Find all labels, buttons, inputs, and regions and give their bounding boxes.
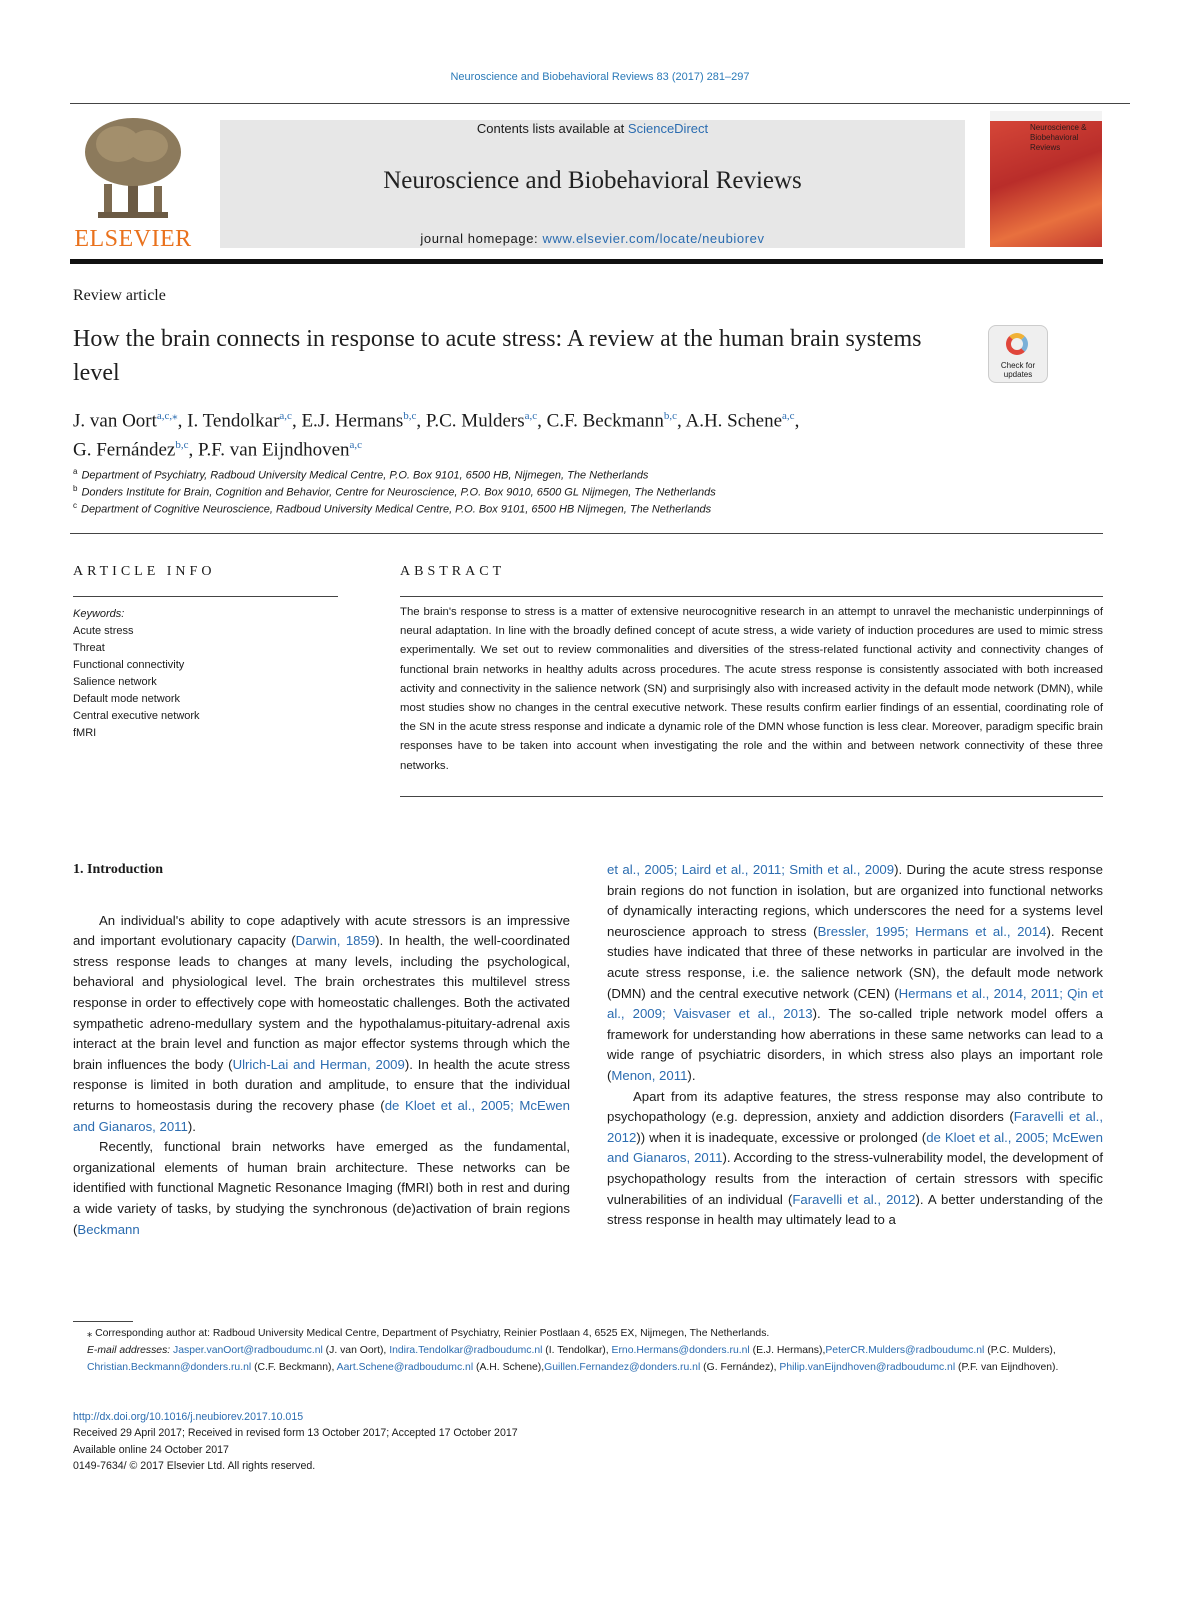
- body-text: An individual's ability to cope adaptively with acute stressors is an impressive and important evolutionary capacity (: [73, 912, 570, 949]
- author-name: I. Tendolkar: [187, 410, 280, 432]
- email-owner: (J. van Oort),: [322, 1345, 390, 1357]
- email-link[interactable]: Philip.vanEijndhoven@radboudumc.nl: [779, 1362, 956, 1374]
- affiliation-b: [73, 484, 716, 499]
- article-info-rule: [73, 596, 338, 597]
- citation-link[interactable]: Bressler, 1995; Hermans et al., 2014: [817, 923, 1047, 939]
- keyword: Salience network: [73, 676, 157, 688]
- keyword: Functional connectivity: [73, 659, 185, 671]
- body-right-column: [607, 860, 1103, 1231]
- email-owner: (A.H. Schene),: [473, 1362, 545, 1374]
- affiliation-c: [73, 501, 711, 516]
- elsevier-wordmark: ELSEVIER: [74, 226, 192, 252]
- keyword: Central executive network: [73, 710, 200, 722]
- author-affiliation-marker[interactable]: a,c: [524, 410, 538, 422]
- paragraph: [73, 1137, 570, 1240]
- citation-link[interactable]: de Kloet et al., 2005; McEwen and Gianaros, 2011: [73, 1097, 570, 1134]
- keywords-block: [73, 606, 200, 742]
- keywords-label: Keywords:: [73, 608, 125, 620]
- email-owner: (P.C. Mulders),: [984, 1345, 1056, 1357]
- body-text: Recently, functional brain networks have emerged as the fundamental, organizational elements of human brain architecture. These networks can be identified with functional Magnetic Resonance Imaging (fMRI) both in rest and during a wide variety of tasks, by studying the synchronous (de)activation of brain regions (: [73, 1139, 570, 1237]
- publication-info: [73, 1409, 518, 1475]
- body-text: ).: [187, 1118, 196, 1134]
- body-left-column: [73, 860, 570, 1240]
- body-text: ). In health the acute stress response is limited in both duration and amplitude, to ensure that the individual returns to homeostasis during the recovery phase (: [73, 1056, 571, 1113]
- journal-title: Neuroscience and Biobehavioral Reviews: [383, 167, 802, 194]
- citation-link[interactable]: Ulrich-Lai and Herman, 2009: [232, 1056, 405, 1072]
- citation-link[interactable]: Hermans et al., 2014, 2011; Qin et al., 2009; Vaisvaser et al., 2013: [607, 985, 1103, 1022]
- body-text: ). In health, the well-coordinated stress response leads to changes at many levels, including the psychological, behavioral and physiological level. The brain orchestrates this multilevel stress response in order to effectively cope with homeostatic challenges. Both the activated sympathetic adreno-medullary system and the hypothalamus-pituitary-adrenal axis interact at the brain level and function as major effector systems through which the brain influences the body (: [73, 933, 570, 1072]
- homepage-prefix: journal homepage:: [420, 231, 539, 246]
- journal-cover-image[interactable]: [990, 111, 1102, 247]
- citation-link[interactable]: Faravelli et al., 2012: [792, 1191, 916, 1207]
- contents-line: [220, 121, 965, 136]
- online-date: Available online 24 October 2017: [73, 1443, 229, 1456]
- affiliation-text: Department of Psychiatry, Radboud University Medical Centre, P.O. Box 9101, 6500 HB, Nijmegen, The Netherlands: [81, 469, 649, 482]
- author-name: A.H. Schene: [685, 410, 783, 432]
- email-owner: (E.J. Hermans),: [749, 1345, 826, 1357]
- author-affiliation-marker[interactable]: a,c: [782, 410, 795, 422]
- cover-header-strip: [990, 111, 1102, 121]
- crossmark-label: Check for updates: [1000, 361, 1036, 379]
- citation-link[interactable]: et al., 2005; Laird et al., 2011; Smith et al., 2009: [607, 862, 895, 877]
- email-addresses: [73, 1342, 1103, 1376]
- contents-prefix: Contents lists available at: [476, 121, 625, 136]
- journal-citation[interactable]: Neuroscience and Biobehavioral Reviews 83 (2017) 281–297: [450, 71, 750, 83]
- article-type: Review article: [73, 287, 166, 304]
- email-link[interactable]: Aart.Schene@radboudumc.nl: [336, 1362, 474, 1374]
- abstract-text: The brain's response to stress is a matter of extensive neurocognitive research in an attempt to unravel the mechanistic underpinnings of neural adaptation. In line with the broadly defined concept of acute stress, a wide variety of induction procedures are used to mimic stress experimentally. We set out to review commonalities and diversities of the stress-related functional activity and connectivity changes of functional brain networks in healthy adults across procedures. The acute stress response is consistently associated with both increased activity and connectivity in the salience network (SN) and surprisingly also with increased activity in the default mode network (DMN), while most studies show no changes in the central executive network. These results confirm earlier findings of an essential, coordinating role of the SN in the acute stress response and indicate a dynamic role of the DMN whose function is less clear. Moreover, paradigm specific brain responses have to be taken into account when investigating the role and the within and between network connectivity of these three networks.: [400, 606, 1103, 772]
- email-label: E-mail addresses:: [87, 1345, 171, 1357]
- body-text: Apart from its adaptive features, the stress response may also contribute to psychopathology (e.g. depression, anxiety and addiction disorders (: [607, 1088, 1103, 1125]
- body-text: )) when it is inadequate, excessive or prolonged (: [636, 1129, 927, 1145]
- elsevier-tree-icon: [78, 114, 188, 222]
- author-affiliation-marker[interactable]: b,c: [403, 410, 417, 422]
- doi-link[interactable]: http://dx.doi.org/10.1016/j.neubiorev.2017.10.015: [73, 1411, 304, 1423]
- email-owner: (P.F. van Eijndhoven).: [955, 1362, 1059, 1374]
- section-heading-introduction: 1. Introduction: [73, 862, 163, 877]
- sciencedirect-link[interactable]: ScienceDirect: [627, 121, 709, 136]
- author-name: J. van Oort: [73, 410, 157, 432]
- email-list: [87, 1345, 1058, 1373]
- body-text: ). The so-called triple network model offers a framework for understanding how aberrations in these same networks can lead to a wide range of psychiatric disorders, in which stress also plays an important role (: [607, 1006, 1104, 1083]
- email-owner: (G. Fernández),: [700, 1362, 780, 1374]
- keyword: fMRI: [73, 727, 97, 739]
- header-thick-rule: [70, 259, 1103, 264]
- author-affiliation-marker[interactable]: b,c: [663, 410, 678, 422]
- received-dates: Received 29 April 2017; Received in revised form 13 October 2017; Accepted 17 October 2017: [73, 1427, 518, 1440]
- citation-link[interactable]: Menon, 2011: [611, 1067, 688, 1083]
- email-link[interactable]: PeterCR.Mulders@radboudumc.nl: [825, 1345, 985, 1357]
- affiliation-text: Department of Cognitive Neuroscience, Radboud University Medical Centre, P.O. Box 9101, 6500 HB Nijmegen, The Netherlands: [81, 503, 712, 516]
- author-list: J. van Oort$^{a,c,⁎}$, I. Tendolkar$^{a,c}$, E.J. Hermans$^{b,c}$, P.C. Mulders$^{a,c}$, C.F. Beckmann$^{b,c}$, A.H. Schene$^{a,c}$, G. Fernández$^{b,c}$, P.F. van Eijndhoven$^{a,c}$: [73, 410, 800, 461]
- citation-link[interactable]: Darwin, 1859: [295, 933, 376, 949]
- citation-link[interactable]: Faravelli et al., 2012: [607, 1109, 1103, 1145]
- footnote-rule: [73, 1321, 133, 1322]
- author-affiliation-marker[interactable]: b,c: [175, 439, 189, 452]
- email-link[interactable]: Indira.Tendolkar@radboudumc.nl: [389, 1345, 543, 1357]
- email-link[interactable]: Jasper.vanOort@radboudumc.nl: [173, 1345, 323, 1357]
- body-text: ). A better understanding of the stress response in health may ultimately lead to a: [607, 1191, 1103, 1228]
- citation-link[interactable]: Beckmann: [77, 1221, 140, 1237]
- homepage-link[interactable]: www.elsevier.com/locate/neubiorev: [542, 231, 765, 246]
- email-link[interactable]: Guillen.Fernandez@donders.ru.nl: [544, 1362, 701, 1374]
- article-title: How the brain connects in response to acute stress: A review at the human brain systems level: [73, 326, 922, 386]
- body-text: ).: [687, 1067, 696, 1083]
- citation-link[interactable]: de Kloet et al., 2005; McEwen and Gianaros, 2011: [607, 1129, 1103, 1166]
- keyword: Threat: [73, 642, 105, 654]
- email-owner: (C.F. Beckmann),: [251, 1362, 337, 1374]
- affiliation-a: [73, 467, 648, 482]
- cover-title: Neuroscience & Biobehavioral Reviews: [1030, 123, 1087, 152]
- keyword: Acute stress: [73, 625, 134, 637]
- author-affiliation-marker[interactable]: a,c: [279, 410, 292, 422]
- author-name: C.F. Beckmann: [546, 410, 664, 432]
- paragraph: [607, 1087, 1103, 1231]
- section-rule: [70, 533, 1103, 534]
- author-name: P.F. van Eijndhoven: [198, 439, 350, 461]
- body-text: ). During the acute stress response brain regions do not function in isolation, but are organized into functional networks of dynamically interacting regions, which underscores the need for a systems level neuroscience approach to stress (: [607, 862, 1103, 939]
- author-affiliation-marker[interactable]: a,c,⁎: [156, 410, 178, 422]
- abstract-heading: ABSTRACT: [400, 564, 506, 579]
- abstract-rule: [400, 596, 1103, 597]
- author-affiliation-marker[interactable]: a,c: [349, 439, 363, 452]
- paragraph: [73, 911, 570, 1138]
- body-text: ). According to the stress-vulnerability model, the development of psychopathology results from the interaction of certain stressors with specific vulnerabilities of an individual (: [607, 1150, 1103, 1207]
- affiliation-key: b: [73, 484, 78, 493]
- author-name: E.J. Hermans: [301, 410, 404, 432]
- elsevier-logo: [68, 114, 198, 254]
- keyword: Default mode network: [73, 693, 180, 705]
- author-name: G. Fernández: [73, 439, 176, 461]
- affiliation-key: c: [73, 501, 77, 510]
- homepage-line: [220, 231, 965, 246]
- crossmark-button[interactable]: [988, 325, 1048, 383]
- article-info-heading: ARTICLE INFO: [73, 564, 216, 579]
- copyright-line: 0149-7634/ © 2017 Elsevier Ltd. All rights reserved.: [73, 1460, 316, 1473]
- email-link[interactable]: Erno.Hermans@donders.ru.nl: [611, 1345, 750, 1357]
- affiliation-key: a: [73, 467, 78, 476]
- author-name: P.C. Mulders: [425, 410, 525, 432]
- keywords-list: [73, 623, 200, 742]
- crossmark-icon: [1006, 333, 1028, 355]
- footnotes: [73, 1325, 1103, 1377]
- abstract-bottom-rule: [400, 796, 1103, 797]
- corresponding-author-note: ⁎ Corresponding author at: Radboud University Medical Centre, Department of Psychiatry, Reinier Postlaan 4, 6525 EX, Nijmegen, The Netherlands.: [87, 1328, 770, 1339]
- email-owner: (I. Tendolkar),: [542, 1345, 612, 1357]
- journal-banner: [220, 120, 965, 248]
- paragraph: [607, 860, 1103, 1087]
- affiliation-text: Donders Institute for Brain, Cognition and Behavior, Centre for Neuroscience, P.O. Box 9010, 6500 GL Nijmegen, The Netherlands: [81, 486, 716, 499]
- body-text: ). Recent studies have indicated that three of these networks in particular are involved in the acute stress response, i.e. the salience network (SN), the default mode network (DMN) and the central executive network (CEN) (: [607, 923, 1103, 1001]
- email-link[interactable]: Christian.Beckmann@donders.ru.nl: [87, 1362, 252, 1374]
- top-rule: [70, 103, 1130, 104]
